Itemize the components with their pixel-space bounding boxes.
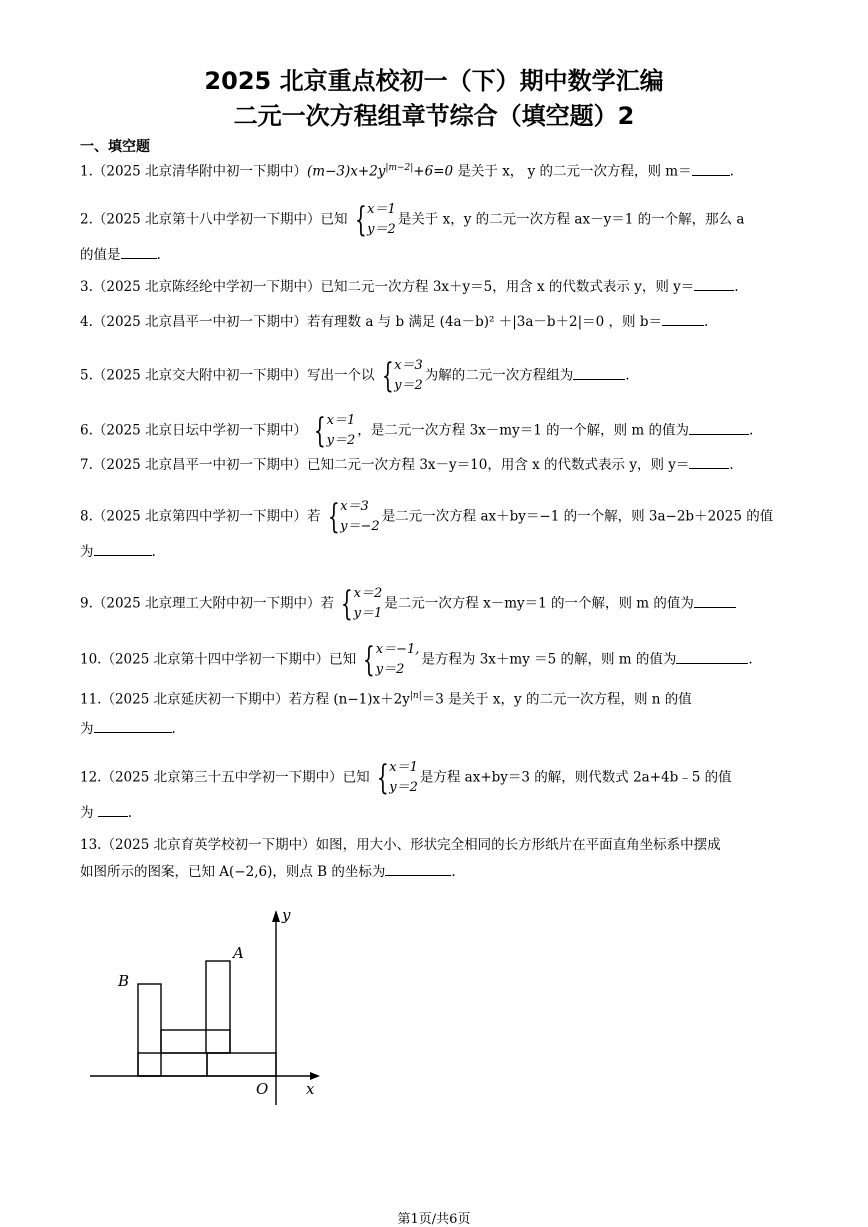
q5-period: . [625, 367, 630, 384]
q2-sys-line2: y＝2 [367, 222, 396, 237]
q6-sys-line2: y＝2 [326, 433, 356, 448]
question-10 [80, 640, 753, 680]
q9-answer-blank[interactable] [694, 594, 736, 608]
label-origin: O [256, 1080, 269, 1098]
rect-vertical-left [138, 984, 161, 1076]
q11-text-line2: 为 [80, 721, 94, 737]
q8-text: 是二元一次方程 ax＋by＝−1 的一个解，则 3a−2b＋2025 的值 [381, 508, 774, 525]
question-1 [80, 158, 734, 182]
q5-sys-line1: x＝3 [394, 358, 423, 373]
question-8 [80, 497, 773, 537]
q2-text-line2: 的值是 [80, 247, 121, 263]
q12-period: . [127, 805, 133, 821]
rect-vertical-right [206, 961, 230, 1053]
q11-period: . [171, 721, 176, 737]
q6-text: ，是二元一次方程 3x－my＝1 的一个解，则 m 的值为 [357, 422, 689, 439]
q12-source: 12.（2025 北京第三十五中学初一下期中）已知 [80, 769, 370, 786]
q8-sys-line1: x＝3 [340, 499, 369, 514]
q13-figure [80, 900, 340, 1120]
q10-answer-blank[interactable] [676, 650, 748, 664]
q9-text: 是二元一次方程 x－my＝1 的一个解，则 m 的值为 [384, 595, 694, 612]
page-title: 2025 北京重点校初一（下）期中数学汇编 [204, 67, 664, 95]
q1-period: . [729, 163, 734, 180]
q8-text-line2: 为 [80, 544, 94, 560]
q12-sys-line2: y＝2 [389, 780, 418, 795]
label-y: y [282, 906, 291, 924]
q11-text: ＝3 是关于 x，y 的二元一次方程，则 n 的值 [421, 691, 692, 708]
question-11-cont [80, 719, 176, 739]
q6-sys-line1: x＝1 [326, 413, 356, 428]
q10-text: 是方程为 3x＋my ＝5 的解，则 m 的值为 [421, 651, 677, 668]
q9-source: 9.（2025 北京理工大附中初一下期中）若 [80, 595, 335, 612]
q2-system: { x＝1 y＝2 [354, 200, 396, 240]
label-a: A [233, 944, 244, 962]
q2-text: 是关于 x，y 的二元一次方程 ax－y＝1 的一个解，那么 a [397, 211, 745, 228]
q9-system: { x＝2 y＝1 [340, 584, 383, 624]
question-2 [80, 200, 744, 240]
q6-source: 6.（2025 北京日坛中学初一下期中） [80, 422, 308, 439]
q1-math2: +6=0 [413, 163, 454, 180]
q4-answer-blank[interactable] [662, 312, 704, 326]
question-11 [80, 686, 692, 710]
q2-sys-line1: x＝1 [367, 202, 396, 217]
q11-source: 11.（2025 北京延庆初一下期中）若方程 (n−1)x＋2y [80, 691, 410, 708]
question-7 [80, 455, 734, 475]
q1-math: (m−3)x+2y [307, 163, 386, 180]
q9-sys-line1: x＝2 [353, 586, 383, 601]
q2-answer-blank[interactable] [121, 245, 157, 259]
q11-exponent: |n| [409, 691, 422, 701]
q12-text-line2: 为 [80, 805, 98, 821]
q9-sys-line2: y＝1 [353, 606, 383, 621]
q12-system: { x＝1 y＝2 [376, 758, 418, 798]
question-13-cont [80, 862, 456, 882]
q13-period: . [451, 864, 456, 880]
x-axis-arrow [310, 1072, 320, 1080]
q5-answer-blank[interactable] [573, 366, 625, 380]
q10-system: { x＝−1, y＝2 [362, 640, 420, 680]
q5-source: 5.（2025 北京交大附中初一下期中）写出一个以 [80, 367, 375, 384]
q12-sys-line1: x＝1 [389, 760, 418, 775]
q4-text: 4.（2025 北京昌平一中初一下期中）若有理数 a 与 b 满足 (4a－b)² ＋|3a－b＋2|＝0 ，则 b＝ [80, 314, 662, 330]
q3-answer-blank[interactable] [694, 277, 734, 291]
q13-answer-blank[interactable] [385, 862, 451, 876]
q1-source: 1.（2025 北京清华附中初一下期中） [80, 163, 308, 180]
question-6 [80, 411, 753, 451]
q7-answer-blank[interactable] [689, 455, 729, 469]
q6-answer-blank[interactable] [689, 421, 749, 435]
q8-answer-blank[interactable] [94, 542, 152, 556]
question-8-cont [80, 542, 156, 562]
q6-period: . [748, 422, 754, 439]
q1-answer-blank[interactable] [692, 162, 730, 176]
q8-sys-line2: y＝−2 [340, 519, 380, 534]
q8-system: { x＝3 y＝−2 [327, 497, 380, 537]
rect-horizontal-top [161, 1030, 230, 1053]
question-4 [80, 312, 708, 332]
q10-period: . [748, 651, 753, 668]
q3-period: . [734, 279, 739, 295]
q2-source: 2.（2025 北京第十八中学初一下期中）已知 [80, 211, 348, 228]
question-12-cont [80, 803, 132, 823]
q4-period: . [703, 314, 709, 330]
q12-text: 是方程 ax+by＝3 的解，则代数式 2a+4b﹣5 的值 [419, 769, 732, 786]
q13-text-line2: 如图所示的图案，已知 A(−2,6)，则点 B 的坐标为 [80, 864, 386, 880]
q1-text: 是关于 x， y 的二元一次方程，则 m＝ [453, 163, 692, 180]
question-9 [80, 584, 736, 624]
y-axis-arrow [272, 910, 280, 922]
q8-source: 8.（2025 北京第四中学初一下期中）若 [80, 508, 321, 525]
q6-system: { x＝1 y＝2 [313, 411, 356, 451]
label-b: B [118, 972, 130, 990]
question-5 [80, 356, 630, 396]
question-12 [80, 758, 732, 798]
q11-answer-blank[interactable] [94, 719, 172, 733]
question-2-cont [80, 245, 161, 265]
q5-system: { x＝3 y＝2 [381, 356, 423, 396]
q7-period: . [729, 457, 734, 473]
q5-text: 为解的二元一次方程组为 [424, 367, 574, 384]
q13-text-line1: 13.（2025 北京育英学校初一下期中）如图，用大小、形状完全相同的长方形纸片在平面直角坐标系中摆成 [80, 837, 721, 853]
q10-source: 10.（2025 北京第十四中学初一下期中）已知 [80, 651, 357, 668]
q8-period: . [151, 544, 156, 560]
question-13 [80, 835, 721, 855]
page-footer: 第1页/共6页 [397, 1212, 471, 1227]
section-heading: 一、填空题 [80, 139, 150, 155]
rect-horizontal-bottom-left [138, 1053, 207, 1076]
q3-text: 3.（2025 北京陈经纶中学初一下期中）已知二元一次方程 3x＋y＝5，用含 x 的代数式表示 y，则 y＝ [80, 279, 695, 295]
q7-text: 7.（2025 北京昌平一中初一下期中）已知二元一次方程 3x－y＝10，用含 x 的代数式表示 y，则 y＝ [80, 457, 690, 473]
q10-sys-line1: x＝−1, [375, 642, 420, 657]
label-x: x [306, 1080, 315, 1098]
page-subtitle: 二元一次方程组章节综合（填空题）2 [233, 102, 635, 130]
q2-period: . [156, 247, 161, 263]
q5-sys-line2: y＝2 [394, 378, 423, 393]
question-3 [80, 277, 739, 297]
rect-horizontal-bottom-right [207, 1053, 276, 1076]
q12-answer-blank[interactable] [98, 803, 128, 817]
q10-sys-line2: y＝2 [375, 662, 405, 677]
q1-exponent: |m−2| [385, 163, 414, 173]
